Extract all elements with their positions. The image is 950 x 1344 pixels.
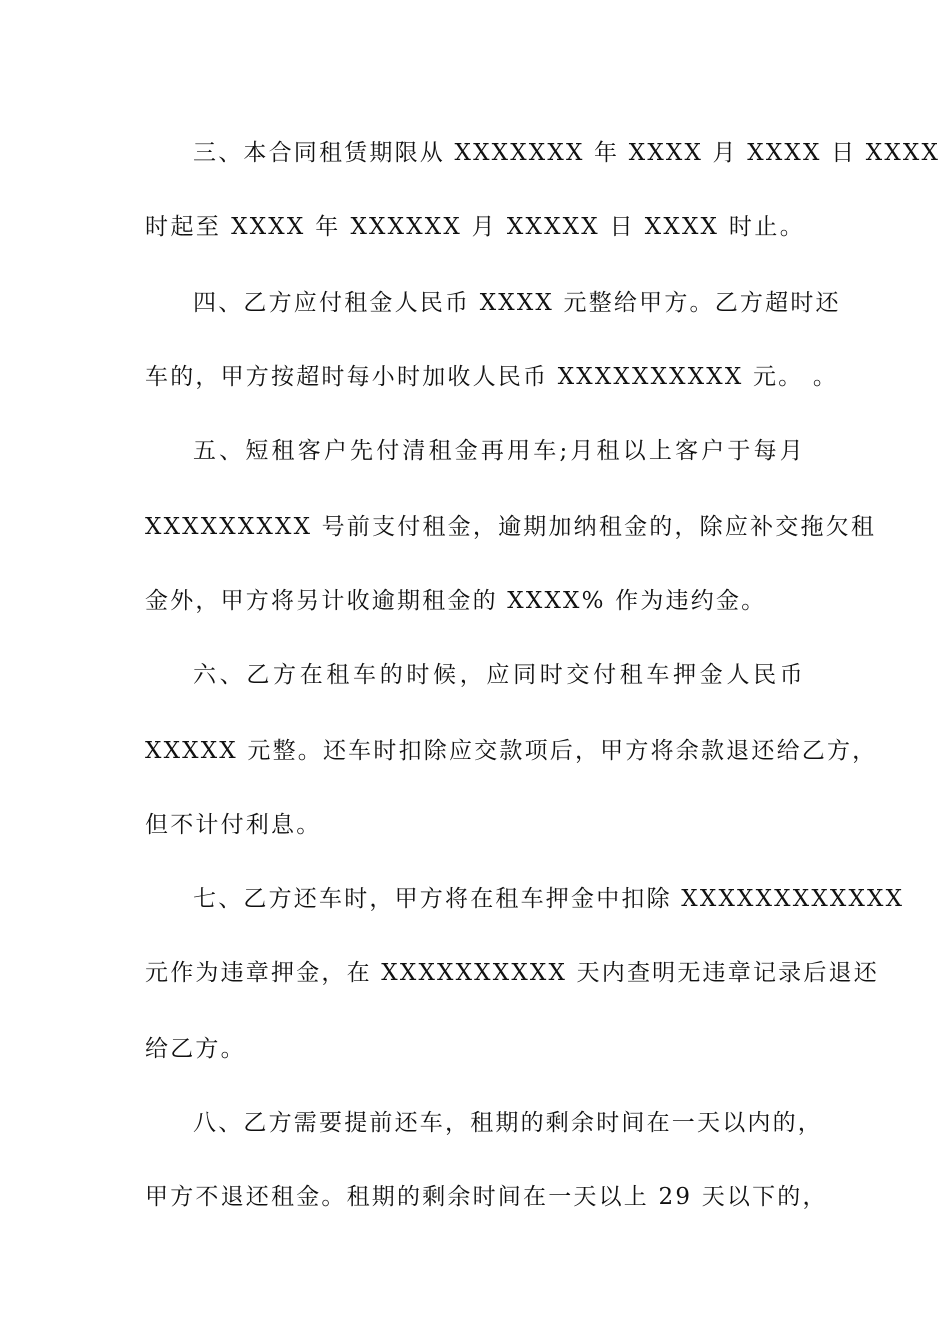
clause-8-line-2: 甲方不退还租金。租期的剩余时间在一天以上 29 天以下的， (145, 1184, 828, 1210)
clause-3-line-2: 时起至 XXXX 年 XXXXXX 月 XXXXX 日 XXXX 时止。 (145, 214, 805, 240)
clause-7-line-1: 七、乙方还车时，甲方将在租车押金中扣除 XXXXXXXXXXXX (193, 886, 905, 912)
clause-3-line-1: 三、本合同租赁期限从 XXXXXXX 年 XXXX 月 XXXX 日 XXXX (193, 140, 941, 166)
clause-8-line-1: 八、乙方需要提前还车，租期的剩余时间在一天以内的， (193, 1110, 823, 1136)
clause-4-line-2: 车的，甲方按超时每小时加收人民币 XXXXXXXXXX 元。 。 (145, 364, 839, 390)
clause-5-line-2: XXXXXXXXX 号前支付租金，逾期加纳租金的，除应补交拖欠租 (145, 514, 877, 540)
clause-7-line-2: 元作为违章押金，在 XXXXXXXXXX 天内查明无违章记录后退还 (145, 960, 879, 986)
clause-7-line-3: 给乙方。 (145, 1036, 246, 1062)
clause-4-line-1: 四、乙方应付租金人民币 XXXX 元整给甲方。乙方超时还 (193, 290, 841, 316)
clause-6-line-1: 六、乙方在租车的时候，应同时交付租车押金人民币 (193, 662, 805, 688)
clause-6-line-2: XXXXX 元整。还车时扣除应交款项后，甲方将余款退还给乙方， (145, 738, 878, 764)
clause-6-line-3: 但不计付利息。 (145, 812, 322, 838)
clause-5-line-3: 金外，甲方将另计收逾期租金的 XXXX% 作为违约金。 (145, 588, 767, 614)
clause-5-line-1: 五、短租客户先付清租金再用车;月租以上客户于每月 (193, 438, 805, 464)
